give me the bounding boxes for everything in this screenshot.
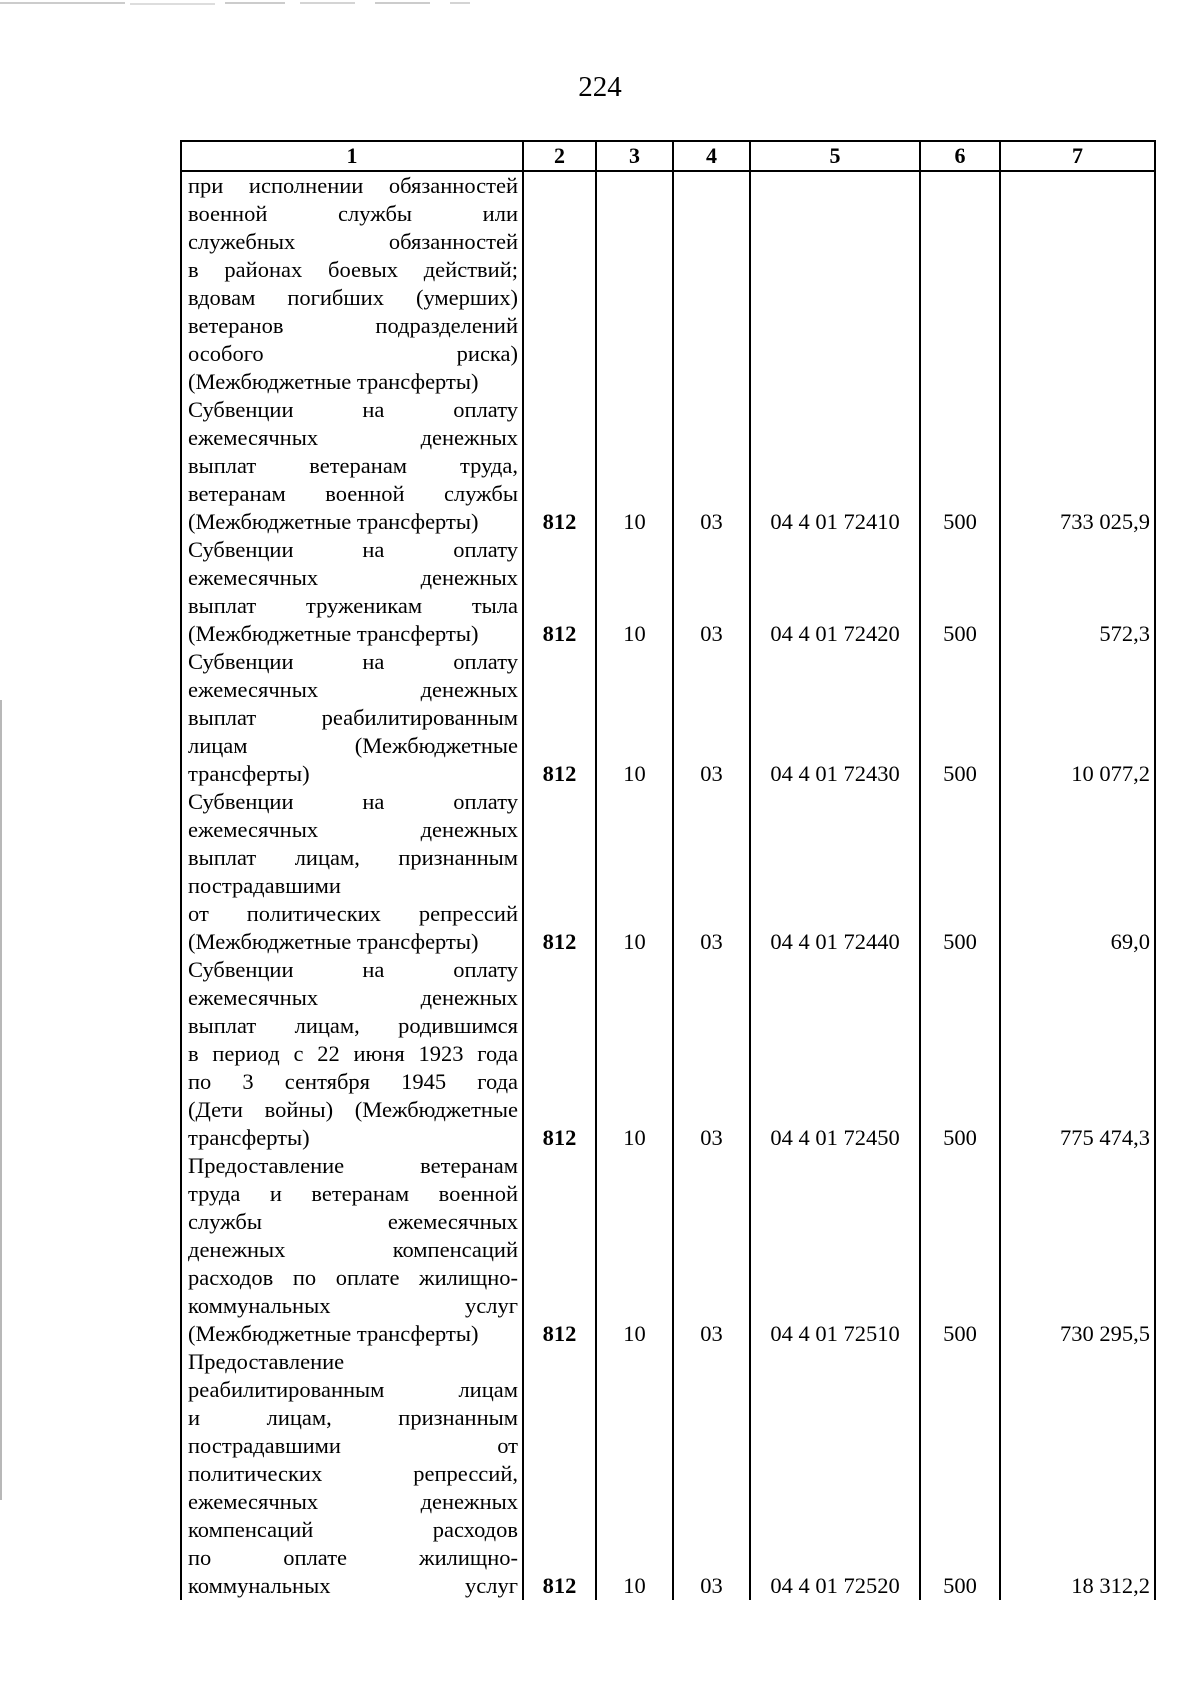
cell-target-article (750, 171, 920, 396)
table-body (181, 171, 1155, 1600)
description-line: труда и ветеранам военной (188, 1181, 518, 1206)
header-col-3: 3 (596, 141, 673, 171)
description-line: выплат ветеранам труда, (188, 453, 518, 478)
description-line: коммунальных услуг (188, 1293, 518, 1318)
scan-artifact-lines (0, 0, 1200, 8)
header-col-4: 4 (673, 141, 750, 171)
cell-expense-type (920, 171, 1000, 396)
row-description (181, 536, 523, 648)
description-line: расходов по оплате жилищно- (188, 1265, 518, 1290)
cell-section (596, 171, 673, 396)
description-line: при исполнении обязанностей (188, 173, 518, 198)
description-line: реабилитированным лицам (188, 1377, 518, 1402)
description-line: пострадавшими (188, 873, 341, 898)
description-line: выплат лицам, признанным (188, 845, 518, 870)
scan-left-edge (0, 700, 6, 1500)
cell-amount (1000, 171, 1155, 396)
table-row (181, 171, 1155, 396)
description-line: Субвенции на оплату (188, 789, 518, 814)
cell-chapter-code (523, 171, 596, 396)
description-line: ветеранов подразделений (188, 313, 518, 338)
header-col-2: 2 (523, 141, 596, 171)
description-line: от политических репрессий (188, 901, 518, 926)
header-col-5: 5 (750, 141, 920, 171)
table-row (181, 788, 1155, 956)
cell-section: 10 (596, 1348, 673, 1600)
row-description (181, 1348, 523, 1600)
cell-chapter-code: 812 (523, 648, 596, 788)
description-line: Субвенции на оплату (188, 397, 518, 422)
cell-subsection: 03 (673, 788, 750, 956)
description-line: военной службы или (188, 201, 518, 226)
cell-subsection: 03 (673, 1348, 750, 1600)
cell-target-article: 04 4 01 72410 (750, 396, 920, 536)
header-col-7: 7 (1000, 141, 1155, 171)
description-line: ежемесячных денежных (188, 425, 518, 450)
budget-table (180, 140, 1156, 1600)
description-line: и лицам, признанным (188, 1405, 518, 1430)
description-line: ежемесячных денежных (188, 677, 518, 702)
cell-amount: 572,3 (1000, 536, 1155, 648)
cell-target-article: 04 4 01 72430 (750, 648, 920, 788)
description-line: ежемесячных денежных (188, 985, 518, 1010)
table-row (181, 648, 1155, 788)
description-line: выплат реабилитированным (188, 705, 518, 730)
description-line: ветеранам военной службы (188, 481, 518, 506)
cell-subsection: 03 (673, 1152, 750, 1348)
description-line: в районах боевых действий; (188, 257, 518, 282)
description-line: (Межбюджетные трансферты) (188, 1321, 479, 1346)
cell-target-article: 04 4 01 72440 (750, 788, 920, 956)
description-line: по 3 сентября 1945 года (188, 1069, 518, 1094)
description-line: (Дети войны) (Межбюджетные (188, 1097, 518, 1122)
row-description (181, 171, 523, 396)
cell-amount: 730 295,5 (1000, 1152, 1155, 1348)
description-line: трансферты) (188, 1125, 310, 1150)
description-line: Предоставление ветеранам (188, 1153, 518, 1178)
cell-target-article: 04 4 01 72510 (750, 1152, 920, 1348)
description-line: ежемесячных денежных (188, 1489, 518, 1514)
cell-subsection: 03 (673, 648, 750, 788)
description-line: пострадавшими от (188, 1433, 518, 1458)
row-description (181, 956, 523, 1152)
header-row (181, 141, 1155, 171)
cell-target-article: 04 4 01 72520 (750, 1348, 920, 1600)
description-line: службы ежемесячных (188, 1209, 518, 1234)
description-line: коммунальных услуг (188, 1573, 518, 1598)
row-description (181, 788, 523, 956)
description-line: служебных обязанностей (188, 229, 518, 254)
header-col-6: 6 (920, 141, 1000, 171)
cell-expense-type: 500 (920, 648, 1000, 788)
table-row (181, 956, 1155, 1152)
cell-chapter-code: 812 (523, 788, 596, 956)
cell-expense-type: 500 (920, 1348, 1000, 1600)
description-line: выплат труженикам тыла (188, 593, 518, 618)
table-row (181, 1348, 1155, 1600)
description-line: (Межбюджетные трансферты) (188, 621, 479, 646)
cell-chapter-code: 812 (523, 1152, 596, 1348)
description-line: особого риска) (188, 341, 518, 366)
cell-expense-type: 500 (920, 1152, 1000, 1348)
description-line: ежемесячных денежных (188, 565, 518, 590)
cell-target-article: 04 4 01 72450 (750, 956, 920, 1152)
description-line: (Межбюджетные трансферты) (188, 509, 479, 534)
cell-subsection: 03 (673, 396, 750, 536)
description-line: Субвенции на оплату (188, 957, 518, 982)
description-line: Субвенции на оплату (188, 537, 518, 562)
description-line: трансферты) (188, 761, 310, 786)
cell-chapter-code: 812 (523, 396, 596, 536)
cell-subsection: 03 (673, 956, 750, 1152)
cell-section: 10 (596, 396, 673, 536)
table-row (181, 1152, 1155, 1348)
cell-amount: 733 025,9 (1000, 396, 1155, 536)
cell-expense-type: 500 (920, 536, 1000, 648)
description-line: лицам (Межбюджетные (188, 733, 518, 758)
description-line: компенсаций расходов (188, 1517, 518, 1542)
description-line: политических репрессий, (188, 1461, 518, 1486)
cell-amount: 69,0 (1000, 788, 1155, 956)
cell-chapter-code: 812 (523, 956, 596, 1152)
description-line: в период с 22 июня 1923 года (188, 1041, 518, 1066)
row-description (181, 648, 523, 788)
table-row (181, 396, 1155, 536)
row-description (181, 396, 523, 536)
cell-section: 10 (596, 648, 673, 788)
table-row (181, 536, 1155, 648)
cell-amount: 18 312,2 (1000, 1348, 1155, 1600)
cell-section: 10 (596, 536, 673, 648)
description-line: (Межбюджетные трансферты) (188, 369, 479, 394)
cell-chapter-code: 812 (523, 536, 596, 648)
cell-target-article: 04 4 01 72420 (750, 536, 920, 648)
cell-chapter-code: 812 (523, 1348, 596, 1600)
page-number: 224 (578, 71, 622, 103)
description-line: по оплате жилищно- (188, 1545, 518, 1570)
description-line: Субвенции на оплату (188, 649, 518, 674)
cell-expense-type: 500 (920, 956, 1000, 1152)
cell-expense-type: 500 (920, 396, 1000, 536)
description-line: Предоставление (188, 1349, 345, 1374)
cell-section: 10 (596, 956, 673, 1152)
cell-subsection (673, 171, 750, 396)
cell-expense-type: 500 (920, 788, 1000, 956)
description-line: ежемесячных денежных (188, 817, 518, 842)
cell-amount: 775 474,3 (1000, 956, 1155, 1152)
cell-section: 10 (596, 788, 673, 956)
row-description (181, 1152, 523, 1348)
description-line: (Межбюджетные трансферты) (188, 929, 479, 954)
cell-subsection: 03 (673, 536, 750, 648)
description-line: денежных компенсаций (188, 1237, 518, 1262)
description-line: выплат лицам, родившимся (188, 1013, 518, 1038)
description-line: вдовам погибших (умерших) (188, 285, 518, 310)
cell-amount: 10 077,2 (1000, 648, 1155, 788)
header-col-1: 1 (181, 141, 523, 171)
cell-section: 10 (596, 1152, 673, 1348)
